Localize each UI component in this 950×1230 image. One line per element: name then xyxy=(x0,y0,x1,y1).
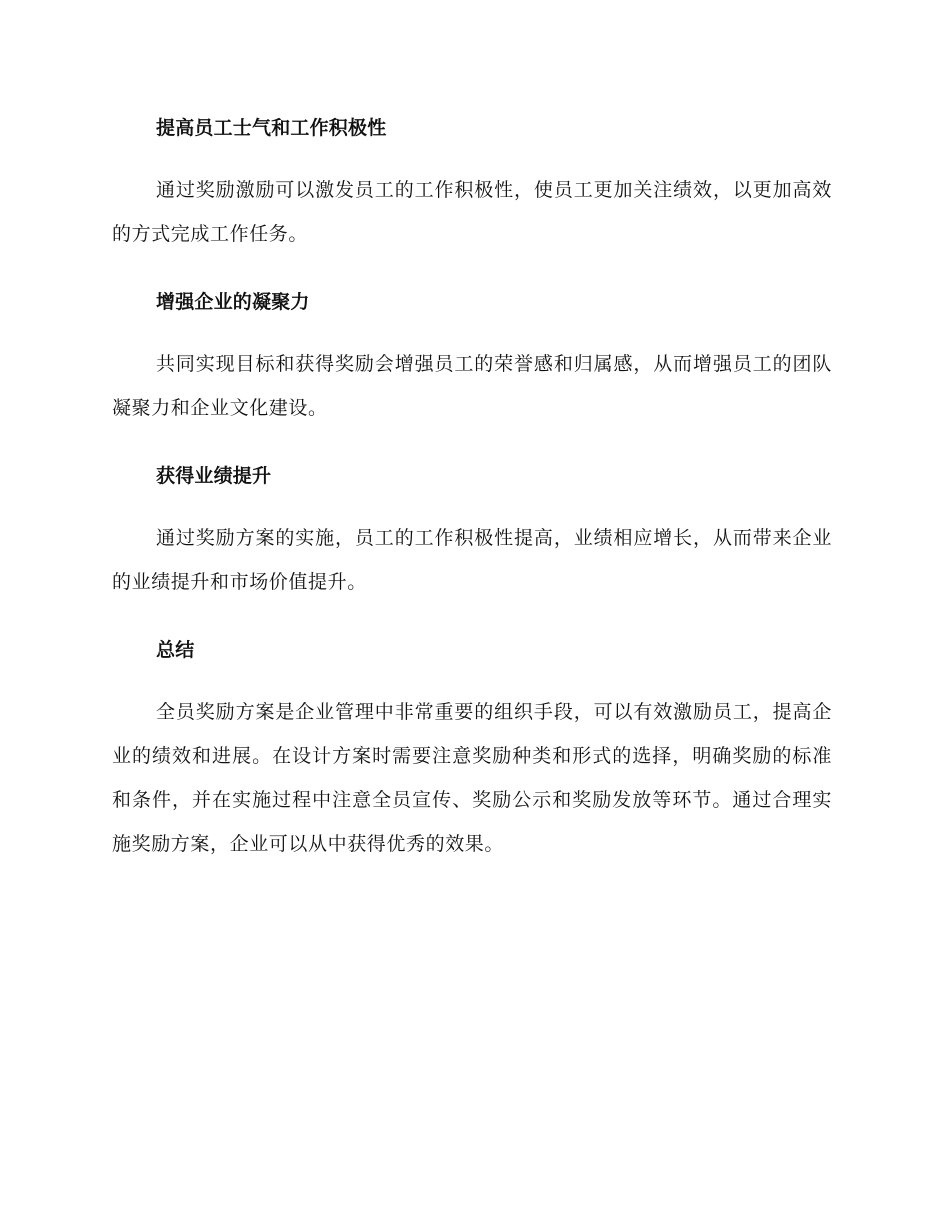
section-paragraph-cohesion: 共同实现目标和获得奖励会增强员工的荣誉感和归属感，从而增强员工的团队凝聚力和企业文化建设。 xyxy=(112,353,832,419)
section-paragraph-morale: 通过奖励激励可以激发员工的工作积极性，使员工更加关注绩效，以更加高效的方式完成工作任务。 xyxy=(112,179,832,245)
section-paragraph-summary: 全员奖励方案是企业管理中非常重要的组织手段，可以有效激励员工，提高企业的绩效和进展。在设计方案时需要注意奖励种类和形式的选择，明确奖励的标准和条件，并在实施过程中注意全员宣传、奖励公示和奖励发放等环节。通过合理实施奖励方案，企业可以从中获得优秀的效果。 xyxy=(112,701,832,855)
section-paragraph-performance: 通过奖励方案的实施，员工的工作积极性提高，业绩相应增长，从而带来企业的业绩提升和市场价值提升。 xyxy=(112,527,832,593)
section-heading-morale: 提高员工士气和工作积极性 xyxy=(156,117,387,139)
section-heading-performance: 获得业绩提升 xyxy=(156,465,272,487)
section-heading-summary: 总结 xyxy=(156,639,195,661)
section-heading-cohesion: 增强企业的凝聚力 xyxy=(156,291,310,313)
